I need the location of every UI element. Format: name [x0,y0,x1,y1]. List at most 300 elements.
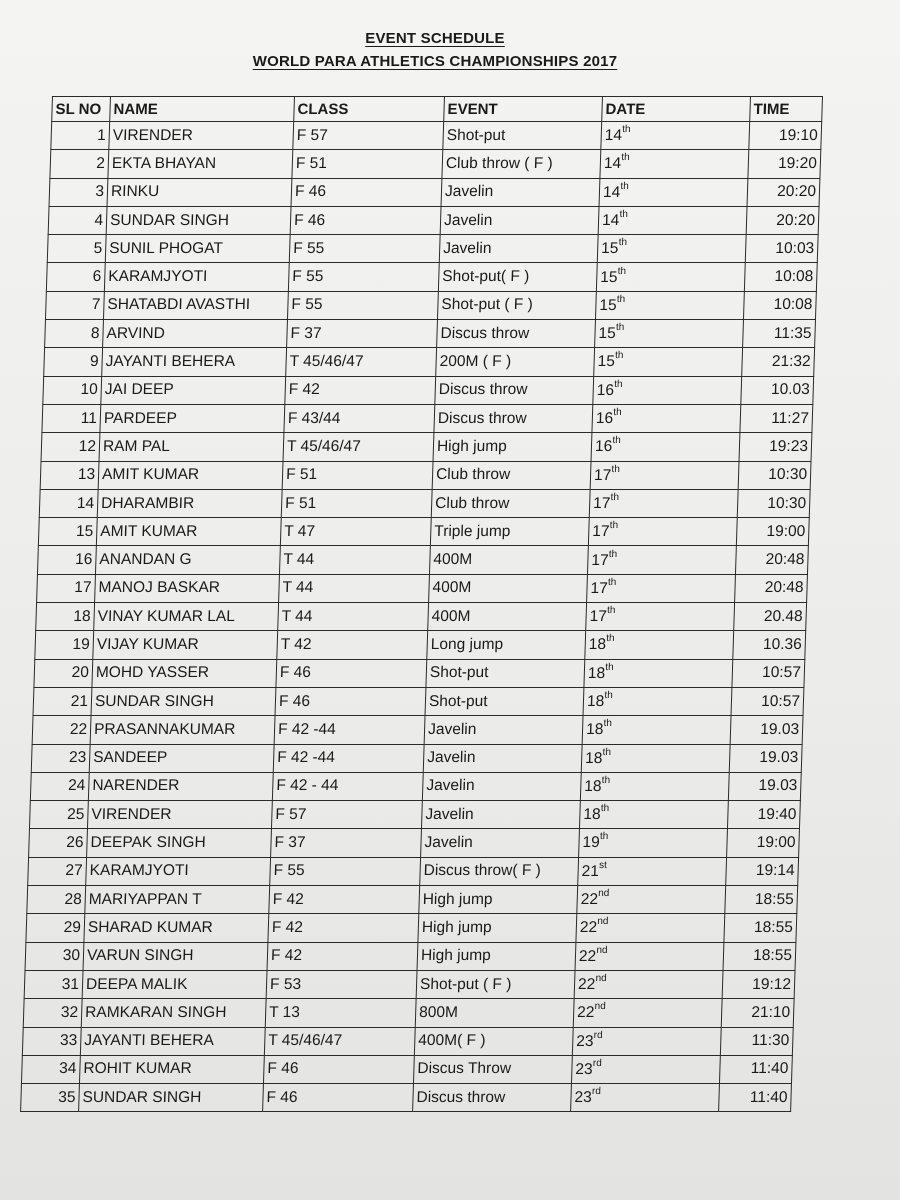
cell-class: F 53 [266,970,417,998]
cell-date [578,857,727,885]
date-suffix: th [606,633,615,645]
cell-date [590,461,739,489]
cell-date [577,886,726,914]
cell-sl-no: 1 [51,122,110,150]
cell-class: F 42 [268,914,419,942]
cell-sl-no: 16 [37,546,96,574]
cell-class: T 47 [280,518,431,546]
cell-sl-no: 21 [33,687,92,715]
cell-class: F 46 [276,659,427,687]
cell-event: 400M( F ) [414,1027,573,1055]
date-suffix: th [609,520,619,532]
cell-name: SUNDAR SINGH [79,1084,264,1112]
date-day: 17 [591,551,609,569]
table-row [38,518,809,546]
cell-time: 11:40 [719,1084,792,1112]
table-row [47,235,818,263]
cell-event: Javelin [423,744,582,772]
cell-time: 19.03 [729,744,802,772]
cell-time: 20:48 [735,546,808,574]
table-row [29,801,800,829]
cell-name: JAYANTI BEHERA [102,348,287,376]
header-date: DATE [602,97,751,122]
cell-time: 18:55 [723,942,796,970]
cell-date [571,1055,720,1083]
date-day: 15 [598,325,617,343]
cell-event: Discus throw [435,376,594,404]
cell-class: F 57 [271,801,422,829]
cell-name: ANANDAN G [95,546,280,574]
cell-date [587,574,736,602]
cell-class: T 45/46/47 [283,433,434,461]
cell-date [571,1084,720,1112]
cell-name: NARENDER [88,772,273,800]
cell-event: Shot-put [425,687,584,715]
cell-time: 11:35 [743,320,816,348]
cell-name: JAI DEEP [101,376,286,404]
cell-date [582,716,731,744]
date-day: 16 [595,410,614,428]
cell-sl-no: 7 [45,291,104,319]
cell-name: VIJAY KUMAR [93,631,278,659]
cell-sl-no: 8 [45,320,104,348]
cell-name: VARUN SINGH [83,942,268,970]
table-row [42,404,813,432]
date-suffix: th [601,774,611,786]
table-row [48,206,819,234]
date-day: 18 [586,693,605,711]
cell-time: 19:00 [736,518,809,546]
cell-class: F 55 [270,857,421,885]
cell-time: 11:30 [720,1027,793,1055]
cell-event: 200M ( F ) [436,348,595,376]
schedule-table [20,96,823,1112]
table-row [45,291,816,319]
cell-event: Javelin [424,716,583,744]
cell-class: F 51 [281,489,432,517]
cell-time: 10:08 [743,291,816,319]
cell-name: AMIT KUMAR [98,461,283,489]
cell-sl-no: 11 [42,404,101,432]
cell-name: MARIYAPPAN T [85,886,270,914]
cell-name: EKTA BHAYAN [108,150,293,178]
cell-event: High jump [433,433,592,461]
table-row [28,857,799,885]
date-day: 17 [593,466,612,484]
cell-name: MOHD YASSER [92,659,277,687]
cell-time: 20:20 [746,206,819,234]
cell-date [594,348,743,376]
cell-name: SUNDAR SINGH [106,206,291,234]
cell-name: MANOJ BASKAR [95,574,280,602]
cell-event: Shot-put ( F ) [437,291,596,319]
cell-class: F 51 [282,461,433,489]
cell-date [596,263,745,291]
date-day: 18 [584,778,602,796]
date-day: 14 [604,127,623,145]
cell-date [579,801,728,829]
header-sl-no: SL NO [52,97,111,122]
date-suffix: nd [597,916,609,928]
cell-name: SHATABDI AVASTHI [103,291,288,319]
cell-class: F 42 [269,886,420,914]
cell-time: 21:10 [721,999,794,1027]
cell-sl-no: 18 [36,603,95,631]
cell-class: F 55 [287,291,438,319]
date-suffix: th [620,180,629,192]
date-day: 19 [582,834,601,852]
date-suffix: st [598,859,608,871]
date-day: 22 [576,1004,595,1022]
date-suffix: rd [593,1029,603,1041]
cell-class: F 42 [267,942,418,970]
cell-sl-no: 30 [25,942,84,970]
date-day: 14 [603,155,622,173]
cell-date [580,772,729,800]
document-title: EVENT SCHEDULE [365,30,505,47]
cell-time: 11:40 [719,1055,792,1083]
cell-date [589,489,738,517]
date-day: 16 [596,381,615,399]
table-header-row [52,97,823,122]
cell-name: DEEPAK SINGH [87,829,272,857]
cell-sl-no: 22 [32,716,91,744]
table-row [36,603,807,631]
cell-event: Discus throw [413,1084,572,1112]
cell-event: Javelin [441,178,600,206]
cell-sl-no: 25 [29,801,88,829]
table-row [32,716,803,744]
cell-date [572,1027,721,1055]
date-suffix: th [618,237,628,249]
date-day: 21 [581,862,600,880]
table-row [21,1084,792,1112]
cell-event: Javelin [421,801,580,829]
table-row [31,744,802,772]
cell-sl-no: 17 [37,574,96,602]
cell-time: 10:08 [744,263,817,291]
table-row [25,942,796,970]
date-day: 22 [579,919,598,937]
date-day: 18 [585,721,604,739]
date-suffix: th [612,435,621,447]
date-suffix: th [606,605,616,617]
date-suffix: rd [592,1057,602,1069]
date-suffix: th [621,152,630,164]
date-day: 15 [600,268,618,286]
cell-sl-no: 23 [31,744,90,772]
cell-date [583,687,732,715]
cell-class: F 46 [263,1055,414,1083]
table-row [24,970,795,998]
cell-date [576,914,725,942]
cell-sl-no: 19 [35,631,94,659]
table-row [22,1027,793,1055]
cell-name: JAYANTI BEHERA [80,1027,265,1055]
table-row [37,546,808,574]
cell-date [592,404,741,432]
date-suffix: nd [594,1001,606,1013]
cell-class: F 37 [287,320,438,348]
cell-time: 18:55 [725,886,798,914]
header-event: EVENT [444,97,603,122]
cell-event: Club throw [432,461,591,489]
date-suffix: th [619,208,629,220]
cell-date [601,122,750,150]
cell-date [588,518,737,546]
cell-name: VINAY KUMAR LAL [94,603,279,631]
cell-event: 400M [428,603,587,631]
cell-sl-no: 31 [24,970,83,998]
cell-sl-no: 6 [46,263,105,291]
cell-date [584,659,733,687]
date-suffix: rd [591,1086,602,1098]
cell-date [574,970,723,998]
cell-event: High jump [418,914,577,942]
date-day: 14 [602,183,621,201]
cell-sl-no: 13 [40,461,99,489]
cell-sl-no: 2 [50,150,109,178]
cell-sl-no: 33 [22,1027,81,1055]
cell-sl-no: 12 [41,433,100,461]
table-row [41,433,812,461]
cell-sl-no: 27 [28,857,87,885]
cell-class: T 45/46/47 [286,348,437,376]
cell-date [579,829,728,857]
cell-event: Javelin [421,829,580,857]
cell-sl-no: 9 [44,348,103,376]
date-day: 15 [597,353,616,371]
cell-event: 400M [429,574,588,602]
header-time: TIME [750,97,823,122]
cell-event: Triple jump [430,518,589,546]
table-row [49,178,820,206]
cell-class: T 44 [279,574,430,602]
date-day: 14 [601,212,620,230]
cell-sl-no: 34 [21,1055,80,1083]
table-row [29,829,800,857]
date-suffix: th [615,322,625,334]
cell-time: 20:20 [747,178,820,206]
date-day: 17 [592,523,610,541]
cell-class: F 55 [289,235,440,263]
cell-time: 19.03 [730,716,803,744]
date-day: 18 [583,806,601,824]
table-row [37,574,808,602]
cell-event: Shot-put( F ) [438,263,597,291]
cell-date [573,999,722,1027]
date-suffix: th [604,690,613,701]
date-day: 23 [575,1061,593,1079]
cell-date [587,546,736,574]
table-row [51,122,822,150]
cell-time: 10:30 [738,461,811,489]
date-day: 15 [599,297,617,314]
cell-time: 19:14 [726,857,799,885]
cell-name: RAM PAL [99,433,284,461]
cell-event: Discus throw [434,404,593,432]
table-row [35,631,806,659]
cell-event: High jump [417,942,576,970]
cell-time: 10:30 [737,489,810,517]
header-class: CLASS [294,97,445,122]
cell-event: High jump [419,886,578,914]
cell-event: 400M [429,546,588,574]
date-suffix: th [602,746,612,758]
cell-class: F 46 [290,206,441,234]
cell-sl-no: 15 [38,518,97,546]
cell-class: T 44 [279,546,430,574]
date-day: 15 [600,240,619,258]
table-row [23,999,794,1027]
cell-event: Club throw ( F ) [442,150,601,178]
cell-date [599,178,748,206]
cell-time: 10:03 [745,235,818,263]
header-name: NAME [110,97,295,122]
cell-event: Discus throw [437,320,596,348]
table-row [50,150,821,178]
cell-class: F 46 [291,178,442,206]
table-row [40,461,811,489]
cell-class: T 42 [277,631,428,659]
cell-sl-no: 10 [43,376,102,404]
table-row [39,489,810,517]
cell-time: 19.03 [728,772,801,800]
date-suffix: th [614,350,624,362]
cell-name: VIRENDER [87,801,272,829]
date-suffix: th [613,407,622,419]
date-suffix: th [603,718,613,730]
cell-name: RAMKARAN SINGH [81,999,266,1027]
date-suffix: th [614,378,623,390]
cell-date [595,291,744,319]
cell-time: 20:48 [735,574,808,602]
cell-date [575,942,724,970]
date-day: 23 [576,1032,594,1050]
cell-sl-no: 3 [49,178,108,206]
date-day: 18 [587,664,606,682]
cell-sl-no: 24 [30,772,89,800]
table-row [43,376,814,404]
date-suffix: th [605,661,614,673]
cell-sl-no: 20 [34,659,93,687]
cell-class: F 42 - 44 [272,772,423,800]
cell-date [585,631,734,659]
cell-name: DHARAMBIR [97,489,282,517]
cell-event: Discus throw( F ) [420,857,579,885]
cell-time: 10:57 [731,687,804,715]
cell-name: SANDEEP [89,744,274,772]
date-day: 22 [580,891,599,909]
cell-sl-no: 26 [29,829,88,857]
cell-name: KARAMJYOTI [104,263,289,291]
cell-class: T 44 [278,603,429,631]
cell-date [593,376,742,404]
cell-class: F 57 [293,122,444,150]
document-subtitle: WORLD PARA ATHLETICS CHAMPIONSHIPS 2017 [252,53,618,70]
cell-class: F 42 -44 [274,716,425,744]
cell-date [597,235,746,263]
date-day: 23 [574,1089,593,1107]
date-day: 22 [577,976,596,994]
cell-name: AMIT KUMAR [96,518,281,546]
cell-class: F 55 [288,263,439,291]
cell-name: PARDEEP [100,404,285,432]
cell-event: Discus Throw [413,1055,572,1083]
cell-sl-no: 5 [47,235,106,263]
cell-time: 11:27 [740,404,813,432]
cell-name: RINKU [107,178,292,206]
cell-sl-no: 32 [23,999,82,1027]
cell-name: SUNDAR SINGH [91,687,276,715]
date-suffix: nd [596,944,608,956]
cell-event: Long jump [427,631,586,659]
cell-time: 19:40 [727,801,800,829]
cell-name: VIRENDER [109,122,294,150]
cell-name: SHARAD KUMAR [84,914,269,942]
cell-time: 10:57 [732,659,805,687]
cell-class: F 46 [275,687,426,715]
cell-name: DEEPA MALIK [82,970,267,998]
cell-event: Javelin [440,206,599,234]
table-row [27,886,798,914]
date-suffix: nd [595,972,607,984]
date-suffix: th [622,124,631,136]
date-day: 17 [589,608,608,626]
table-row [26,914,797,942]
table-row [30,772,801,800]
date-suffix: th [600,803,610,815]
cell-event: 800M [415,999,574,1027]
cell-date [598,206,747,234]
cell-name: ARVIND [103,320,288,348]
cell-time: 19:00 [727,829,800,857]
cell-time: 18:55 [724,914,797,942]
cell-date [581,744,730,772]
cell-class: T 13 [265,999,416,1027]
cell-name: ROHIT KUMAR [79,1055,264,1083]
cell-name: KARAMJYOTI [86,857,271,885]
date-suffix: th [610,491,620,503]
date-day: 17 [590,579,609,597]
cell-date [600,150,749,178]
table-row [33,687,804,715]
table-row [46,263,817,291]
cell-time: 21:32 [742,348,815,376]
cell-class: F 37 [271,829,422,857]
cell-name: SUNIL PHOGAT [105,235,290,263]
date-suffix: th [617,265,627,277]
cell-sl-no: 4 [48,206,107,234]
cell-class: F 43/44 [284,404,435,432]
cell-class: F 51 [292,150,443,178]
table-row [34,659,805,687]
table-row [45,320,816,348]
cell-date [591,433,740,461]
cell-sl-no: 29 [26,914,85,942]
cell-time: 10.36 [733,631,806,659]
cell-name: PRASANNAKUMAR [90,716,275,744]
cell-sl-no: 35 [21,1084,80,1112]
cell-time: 20.48 [734,603,807,631]
cell-class: F 42 [285,376,436,404]
cell-time: 10.03 [741,376,814,404]
date-suffix: th [599,831,609,843]
date-day: 18 [584,749,603,767]
date-suffix: th [608,548,618,560]
cell-time: 19:23 [739,433,812,461]
cell-sl-no: 14 [39,489,98,517]
